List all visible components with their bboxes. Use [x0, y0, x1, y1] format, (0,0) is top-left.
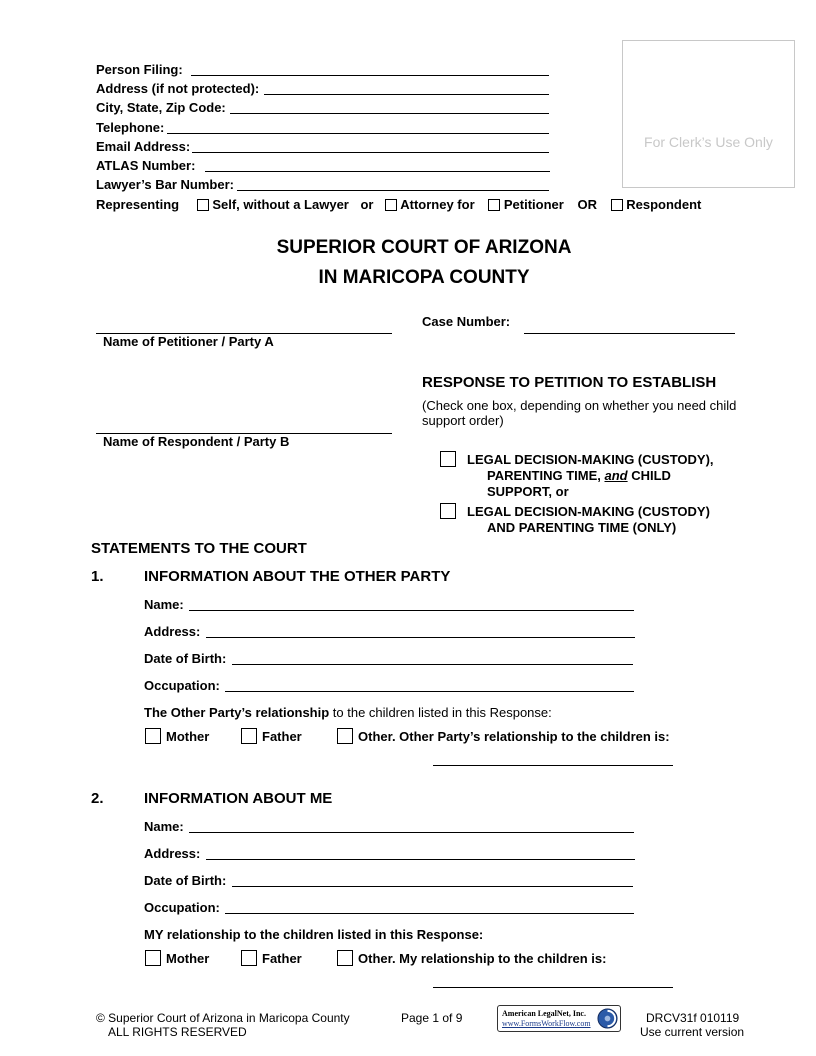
- telephone-label: Telephone:: [96, 120, 165, 135]
- my-name-field[interactable]: [189, 832, 634, 833]
- court-title-line2: IN MARICOPA COUNTY: [318, 267, 530, 288]
- my-father-label: Father: [262, 951, 302, 966]
- address-label: Address (if not protected):: [96, 81, 260, 96]
- option-only-label: [467, 504, 710, 536]
- case-number-label: Case Number:: [422, 314, 511, 329]
- option-full-label: [467, 452, 714, 500]
- other-address-field[interactable]: [206, 637, 635, 638]
- person-filing-label: Person Filing:: [96, 62, 183, 77]
- other-address-label: Address:: [144, 624, 201, 639]
- logo-url-text: www.FormsWorkFlow.com: [502, 1019, 591, 1028]
- footer-rights: ALL RIGHTS RESERVED: [108, 1025, 247, 1039]
- other-dob-field[interactable]: [232, 664, 633, 665]
- clerk-use-box: [622, 40, 795, 188]
- other-father-label: Father: [262, 729, 302, 744]
- response-title: RESPONSE TO PETITION TO ESTABLISH: [422, 374, 717, 391]
- person-filing-field[interactable]: [191, 75, 549, 76]
- option-full-line1: LEGAL DECISION-MAKING (CUSTODY),: [467, 452, 714, 467]
- other-relationship-field[interactable]: [433, 765, 673, 766]
- petitioner-checkbox[interactable]: [488, 199, 500, 211]
- petitioner-name-label: Name of Petitioner / Party A: [103, 334, 274, 349]
- city-state-zip-label: City, State, Zip Code:: [96, 100, 226, 115]
- my-address-field[interactable]: [206, 859, 635, 860]
- option-only-line1: LEGAL DECISION-MAKING (CUSTODY): [467, 504, 710, 519]
- other-dob-label: Date of Birth:: [144, 651, 227, 666]
- petitioner-label: Petitioner: [503, 197, 564, 212]
- address-field[interactable]: [264, 94, 549, 95]
- other-mother-label: Mother: [166, 729, 210, 744]
- my-dob-label: Date of Birth:: [144, 873, 227, 888]
- email-label: Email Address:: [96, 139, 191, 154]
- case-number-field[interactable]: [524, 333, 735, 334]
- other-name-field[interactable]: [189, 610, 634, 611]
- option-only-checkbox[interactable]: [440, 503, 456, 519]
- my-address-label: Address:: [144, 846, 201, 861]
- american-legalnet-logo[interactable]: [497, 1005, 621, 1032]
- other-father-checkbox[interactable]: [241, 728, 257, 744]
- representing-label: Representing: [96, 197, 180, 212]
- respondent-checkbox[interactable]: [611, 199, 623, 211]
- footer-page-number: Page 1 of 9: [401, 1011, 463, 1025]
- other-name-label: Name:: [144, 597, 184, 612]
- footer-form-code: DRCV31f 010119: [646, 1011, 740, 1025]
- self-checkbox[interactable]: [197, 199, 209, 211]
- clerk-use-text: For Clerk’s Use Only: [644, 134, 773, 150]
- atlas-number-label: ATLAS Number:: [96, 158, 196, 173]
- my-occupation-field[interactable]: [225, 913, 634, 914]
- option-only-line2: AND PARENTING TIME (ONLY): [487, 520, 677, 535]
- option-full-line2: PARENTING TIME, and CHILD: [487, 468, 671, 483]
- city-state-zip-field[interactable]: [230, 113, 549, 114]
- section1-title: INFORMATION ABOUT THE OTHER PARTY: [144, 568, 451, 585]
- section2-title: INFORMATION ABOUT ME: [144, 790, 333, 807]
- my-father-checkbox[interactable]: [241, 950, 257, 966]
- my-occupation-label: Occupation:: [144, 900, 220, 915]
- my-mother-label: Mother: [166, 951, 210, 966]
- section1-number: 1.: [91, 568, 104, 585]
- my-other-label: Other. My relationship to the children is:: [358, 951, 607, 966]
- my-name-label: Name:: [144, 819, 184, 834]
- footer-copyright: © Superior Court of Arizona in Maricopa County: [96, 1011, 350, 1025]
- court-title-line1: SUPERIOR COURT OF ARIZONA: [276, 237, 572, 258]
- telephone-field[interactable]: [167, 133, 549, 134]
- other-mother-checkbox[interactable]: [145, 728, 161, 744]
- statements-heading: STATEMENTS TO THE COURT: [91, 540, 307, 557]
- my-mother-checkbox[interactable]: [145, 950, 161, 966]
- email-field[interactable]: [192, 152, 549, 153]
- my-relationship-field[interactable]: [433, 987, 673, 988]
- representing-row: [96, 197, 701, 212]
- my-relationship-prompt: MY relationship to the children listed in this Response:: [144, 927, 484, 942]
- atlas-number-field[interactable]: [205, 171, 550, 172]
- attorney-checkbox[interactable]: [385, 199, 397, 211]
- globe-icon: [597, 1008, 618, 1029]
- attorney-label: Attorney for: [400, 197, 475, 212]
- my-dob-field[interactable]: [232, 886, 633, 887]
- or-text: or: [360, 197, 374, 212]
- bar-number-field[interactable]: [237, 190, 549, 191]
- other-relationship-prompt: The Other Party’s relationship to the children listed in this Response:: [144, 705, 552, 720]
- and-emphasis: and: [604, 468, 628, 483]
- option-full-checkbox[interactable]: [440, 451, 456, 467]
- response-instruction: (Check one box, depending on whether you need child support order): [422, 398, 737, 428]
- logo-company-text: American LegalNet, Inc.: [502, 1009, 586, 1018]
- respondent-label: Respondent: [626, 197, 702, 212]
- section2-number: 2.: [91, 790, 104, 807]
- other-occupation-field[interactable]: [225, 691, 634, 692]
- option-full-line3: SUPPORT, or: [487, 484, 569, 499]
- self-label: Self, without a Lawyer: [212, 197, 349, 212]
- my-other-checkbox[interactable]: [337, 950, 353, 966]
- other-occupation-label: Occupation:: [144, 678, 220, 693]
- or-caps-text: OR: [577, 197, 597, 212]
- other-other-label: Other. Other Party’s relationship to the children is:: [358, 729, 670, 744]
- footer-version: Use current version: [640, 1025, 745, 1039]
- other-other-checkbox[interactable]: [337, 728, 353, 744]
- bar-number-label: Lawyer’s Bar Number:: [96, 177, 234, 192]
- respondent-name-label: Name of Respondent / Party B: [103, 434, 290, 449]
